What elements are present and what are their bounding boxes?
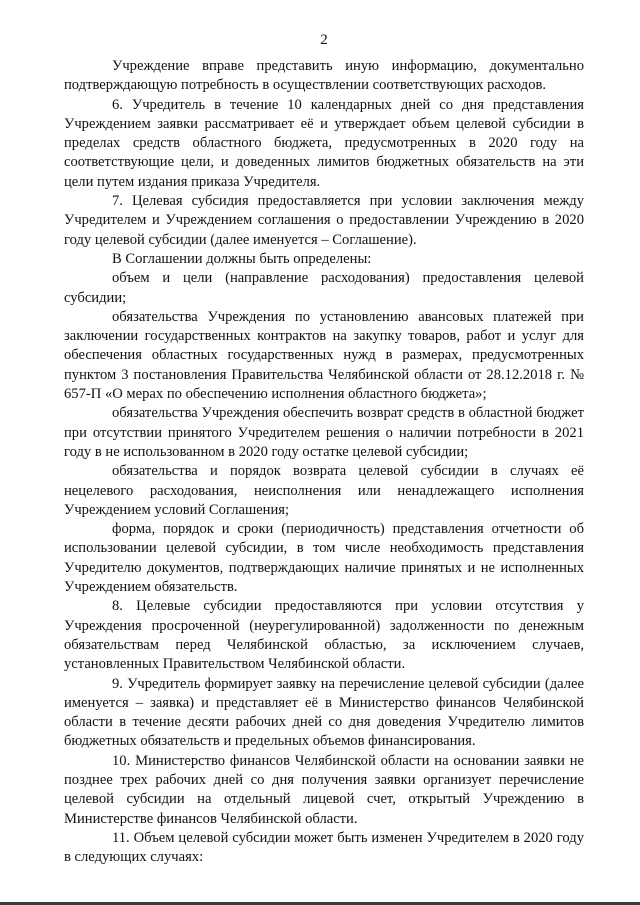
paragraph: 9. Учредитель формирует заявку на перечисление целевой субсидии (далее именуется – заявка) и представляет её в Министерство финансов Челябинской области в течение десяти рабочих дней со дня доведения Учредителю лимитов бюджетных обязательств и предельных объемов финансирования. — [64, 675, 584, 750]
paragraph: обязательства Учреждения по установлению авансовых платежей при заключении государственных контрактов на закупку товаров, работ и услуг для обеспечения областных государственных нужд в размерах, предусмотренных пунктом 3 постановления Правительства Челябинской области от 28.12.2018 г. № 657-П «О мерах по обеспечению исполнения областного бюджета»; — [64, 308, 584, 403]
paragraph: обязательства Учреждения обеспечить возврат средств в областной бюджет при отсутствии принятого Учредителем решения о наличии потребности в 2021 году в не использованном в 2020 году остатке целевой субсидии; — [64, 405, 584, 460]
paragraph: форма, порядок и сроки (периодичность) представления отчетности об использовании целевой субсидии, в том числе необходимость представления Учредителю документов, подтверждающих наличие принятых и не исполненных Учреждением обязательств. — [64, 521, 584, 596]
page-number: 2 — [320, 32, 328, 48]
document-body — [64, 57, 584, 867]
paragraph: 6. Учредитель в течение 10 календарных дней со дня представления Учреждением заявки рассматривает её и утверждает объем целевой субсидии в пределах средств областного бюджета, предусмотренных в 2020 году на соответствующие цели, и доведенных лимитов бюджетных обязательств на эти цели путем издания приказа Учредителя. — [64, 96, 584, 190]
paragraph: объем и цели (направление расходования) предоставления целевой субсидии; — [64, 270, 584, 306]
paragraph: 10. Министерство финансов Челябинской области на основании заявки не позднее трех рабочих дней со дня получения заявки организует перечисление целевой субсидии на отдельный лицевой счет, открытый Учреждению в Министерстве финансов Челябинской области. — [64, 752, 584, 827]
paragraph: Учреждение вправе представить иную информацию, документально подтверждающую потребность в осуществлении соответствующих расходов. — [64, 58, 584, 94]
paragraph: В Соглашении должны быть определены: — [112, 250, 372, 267]
paragraph: 8. Целевые субсидии предоставляются при условии отсутствия у Учреждения просроченной (неурегулированной) задолженности по денежным обязательствам перед Челябинской областью, за исключением случаев, установленных Правительством Челябинской области. — [64, 598, 584, 673]
paragraph: 11. Объем целевой субсидии может быть изменен Учредителем в 2020 году в следующих случаях: — [64, 829, 584, 866]
paragraph: обязательства и порядок возврата целевой субсидии в случаях её нецелевого расходования, неисполнения или ненадлежащего исполнения Учреждением условий Соглашения; — [64, 463, 584, 518]
paragraph: 7. Целевая субсидия предоставляется при условии заключения между Учредителем и Учреждением соглашения о предоставлении Учреждению в 2020 году целевой субсидии (далее именуется – Соглашение). — [64, 193, 584, 248]
